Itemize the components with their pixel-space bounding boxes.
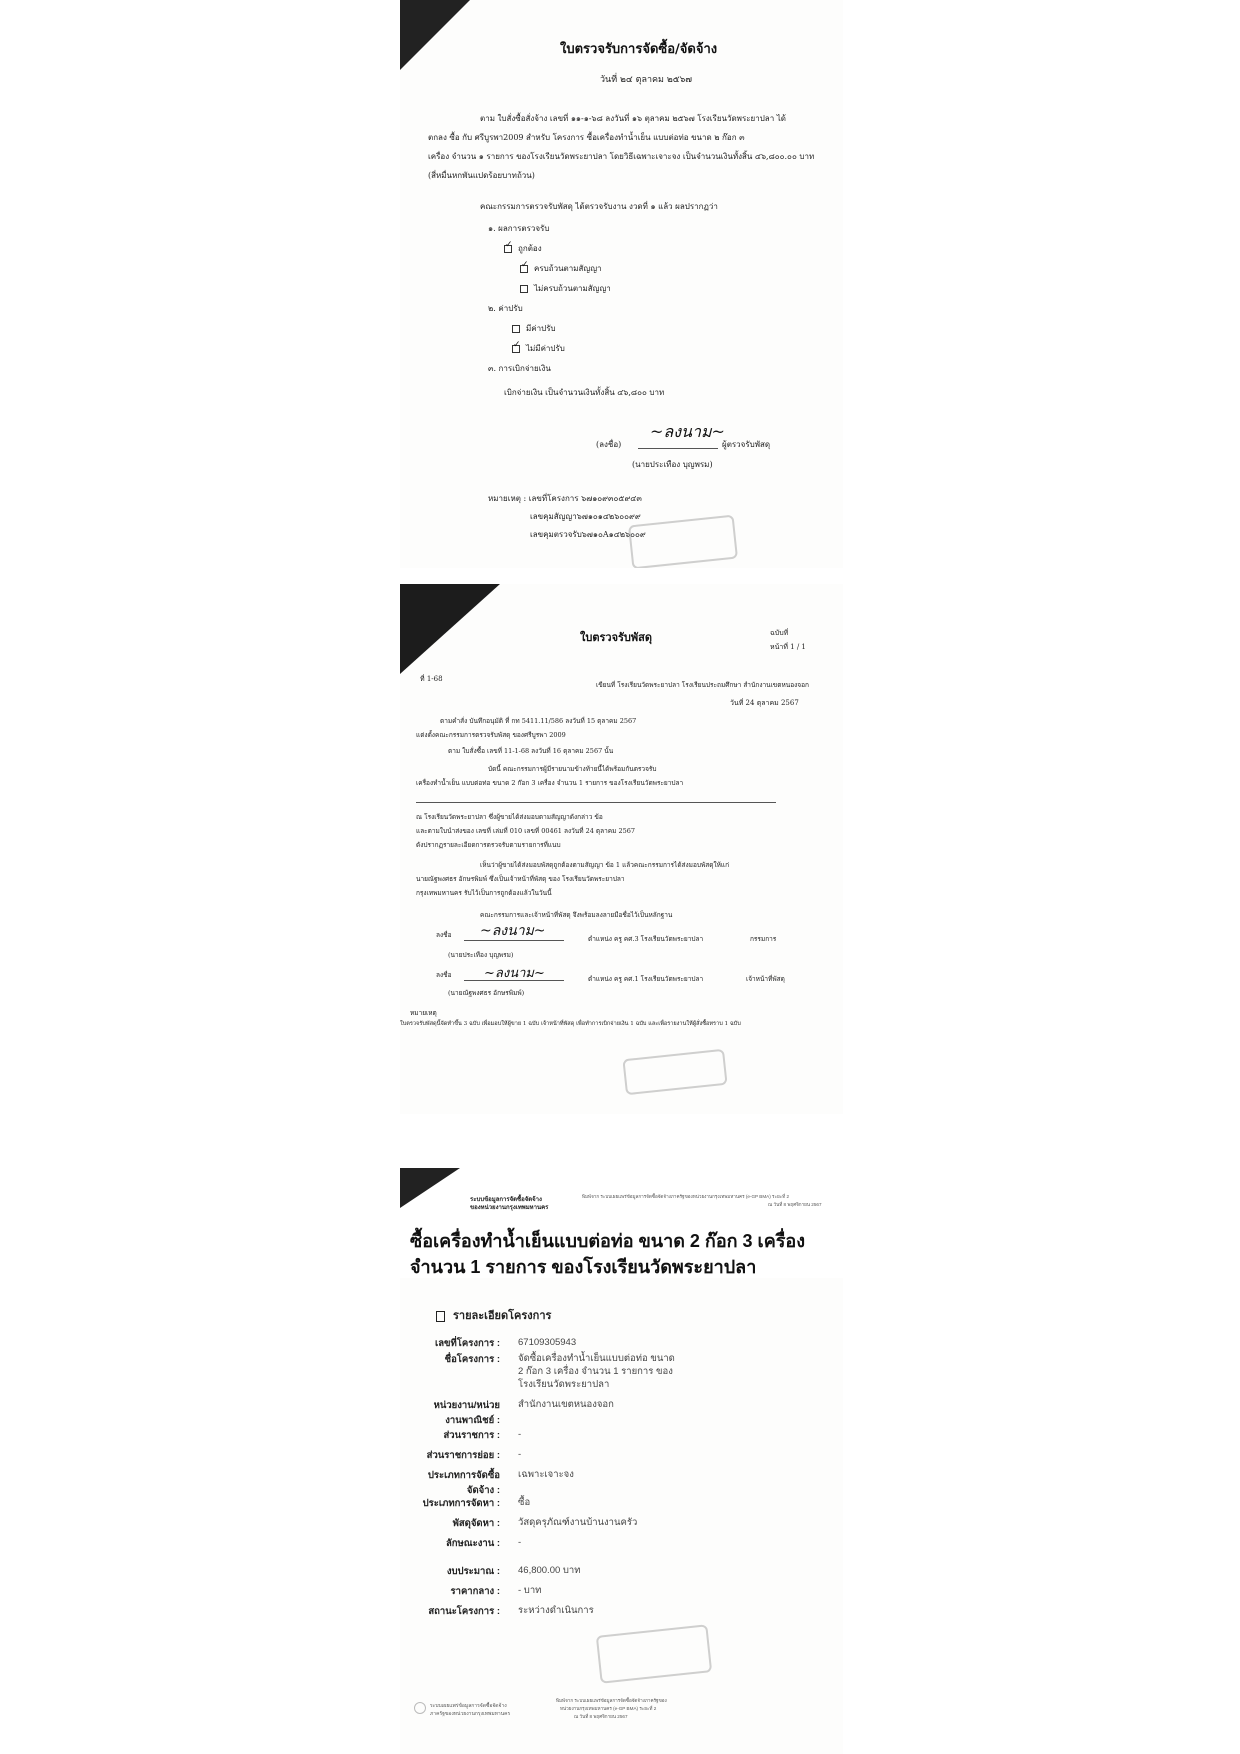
inspection-form-page-2 xyxy=(400,584,843,1114)
sign-name: (นายณัฐพงศธร อักษรพิมพ์) xyxy=(448,989,525,997)
detail-value: - xyxy=(518,1537,522,1548)
org-name-line: ของหน่วยงานกรุงเทพมหานคร xyxy=(470,1205,549,1211)
org-name-line: ระบบข้อมูลการจัดซื้อจัดจ้าง xyxy=(470,1197,542,1203)
detail-value: - xyxy=(518,1429,522,1440)
print-date: ณ วันที่ 8 พฤศจิกายน 2567 xyxy=(768,1202,822,1207)
detail-label: ประเภทการจัดซื้อจัดจ้าง : xyxy=(427,1470,500,1496)
received-stamp xyxy=(628,515,738,568)
project-title-line: จำนวน 1 รายการ ของโรงเรียนวัดพระยาปลา xyxy=(410,1257,757,1277)
body-line: ตาม ใบสั่งซื้อ เลขที่ 11-1-68 ลงวันที่ 16 ตุลาคม 2567 นั้น xyxy=(448,747,614,755)
footer-print: พิมพ์จาก ระบบเผยแพร่ข้อมูลการจัดซื้อจัดจ้างภาครัฐของ xyxy=(556,1698,667,1703)
section-heading: รายละเอียดโครงการ xyxy=(436,1306,551,1324)
handwritten-signature: ~ลงนาม~ xyxy=(484,966,545,981)
sign-role: กรรมการ xyxy=(750,935,777,943)
detail-value: เฉพาะเจาะจง xyxy=(518,1469,574,1480)
page-number: หน้าที่ 1 / 1 xyxy=(770,643,806,651)
footer-org: ระบบเผยแพร่ข้อมูลการจัดซื้อจัดจ้าง xyxy=(430,1703,507,1709)
body-line: ตกลง ซื้อ กับ ศรีบูรพา2009 สำหรับ โครงการ ซื้อเครื่องทำน้ำเย็น แบบต่อท่อ ขนาด ๒ ก๊อก ๓ xyxy=(428,133,745,142)
body-line: เห็นว่าผู้ขายได้ส่งมอบพัสดุถูกต้องตามสัญญา ข้อ 1 แล้วคณะกรรมการได้ส่งมอบพัสดุให้แก่ xyxy=(480,861,730,869)
footer-org: ภาครัฐของหน่วยงานกรุงเทพมหานคร xyxy=(430,1711,511,1717)
body-line: นายณัฐพงศธร อักษรพิมพ์ ซึ่งเป็นเจ้าหน้าที่พัสดุ ของ โรงเรียนวัดพระยาปลา xyxy=(416,875,625,883)
document-date: วันที่ ๒๔ ตุลาคม ๒๕๖๗ xyxy=(600,75,693,85)
sign-label: ลงชื่อ xyxy=(436,971,452,979)
checkbox-correct: ✓ถูกต้อง xyxy=(504,242,542,255)
body-line: ตามคำสั่ง บันทึกอนุมัติ ที่ กท 5411.11/586 ลงวันที่ 15 ตุลาคม 2567 xyxy=(440,717,637,725)
detail-label: ส่วนราชการ : xyxy=(443,1430,500,1441)
note-line: เลขคุมตรวจรับ๖๗๑๐A๑๔๒๖๐๐๙ xyxy=(530,530,646,539)
detail-label: งบประมาณ : xyxy=(446,1566,500,1577)
payment-text: เบิกจ่ายเงิน เป็นจำนวนเงินทั้งสิ้น ๔๖,๘๐๐ บาท xyxy=(504,388,665,397)
detail-value: - บาท xyxy=(518,1585,542,1596)
detail-value: 46,800.00 บาท xyxy=(518,1565,581,1576)
note-line: หมายเหตุ : เลขที่โครงการ ๖๗๑๐๙๓๐๕๙๔๓ xyxy=(488,494,642,503)
detail-value: สำนักงานเขตหนองจอก xyxy=(518,1399,614,1410)
body-line: ณ โรงเรียนวัดพระยาปลา ซึ่งผู้ขายได้ส่งมอบตามสัญญาดังกล่าว ข้อ xyxy=(416,813,603,821)
page-title: ใบตรวจรับการจัดซื้อ/จัดจ้าง xyxy=(560,42,718,57)
note-line: เลขคุมสัญญา๖๗๑๐๑๔๒๖๐๐๙๙ xyxy=(530,512,641,521)
body-line: ดังปรากฏรายละเอียดการตรวจรับตามรายการที่แนบ xyxy=(416,841,561,849)
project-title-line: ซื้อเครื่องทำน้ำเย็นแบบต่อท่อ ขนาด 2 ก๊อก 3 เครื่อง xyxy=(410,1231,806,1251)
body-line: ตาม ใบสั่งซื้อสั่งจ้าง เลขที่ ๑๑-๑-๖๘ ลงวันที่ ๑๖ ตุลาคม ๒๕๖๗ โรงเรียนวัดพระยาปลา ได้ xyxy=(480,114,786,123)
section-heading: ๑. ผลการตรวจรับ xyxy=(488,224,550,233)
detail-label: ชื่อโครงการ : xyxy=(444,1354,500,1365)
body-line: คณะกรรมการและเจ้าหน้าที่พัสดุ จึงพร้อมลงลายมือชื่อไว้เป็นหลักฐาน xyxy=(480,911,673,919)
received-stamp xyxy=(622,1049,727,1095)
sign-name: (นายประเทือง บุญพรม) xyxy=(448,951,514,959)
document-date: วันที่ 24 ตุลาคม 2567 xyxy=(730,699,799,707)
detail-value: จัดซื้อเครื่องทำน้ำเย็นแบบต่อท่อ ขนาด 2 ก๊อก 3 เครื่อง จำนวน 1 รายการ ของ โรงเรียนวัดพระยาปลา xyxy=(518,1353,675,1390)
footer-print: หน่วยงานกรุงเทพมหานคร (e-GP BMA) ระยะที่ 2 xyxy=(560,1706,657,1711)
detail-label: พัสดุจัดหา : xyxy=(452,1518,500,1529)
written-at: เขียนที่ โรงเรียนวัดพระยาปลา โรงเรียนประถมศึกษา สำนักงานเขตหนองจอก xyxy=(596,681,809,689)
handwritten-signature: ~ลงนาม~ xyxy=(480,923,546,939)
body-line: กรุงเทพมหานคร รับไว้เป็นการถูกต้องแล้วในวันนี้ xyxy=(416,889,552,897)
sign-role: เจ้าหน้าที่พัสดุ xyxy=(746,975,785,983)
sign-position: ตำแหน่ง ครู คศ.3 โรงเรียนวัดพระยาปลา xyxy=(588,935,704,943)
body-line: (สี่หมื่นหกพันแปดร้อยบาทถ้วน) xyxy=(428,171,535,180)
detail-value: ระหว่างดำเนินการ xyxy=(518,1605,594,1616)
detail-label: เลขที่โครงการ : xyxy=(434,1338,500,1349)
detail-label: ลักษณะงาน : xyxy=(445,1538,500,1549)
body-line: แต่งตั้งคณะกรรมการตรวจรับพัสดุ ของศรีบูรพา 2009 xyxy=(416,731,566,739)
bma-logo-icon xyxy=(414,1702,426,1714)
detail-value: ซื้อ xyxy=(518,1497,531,1508)
scan-shadow-corner xyxy=(400,584,500,674)
section-heading: ๒. ค่าปรับ xyxy=(488,304,523,313)
detail-value: วัสดุครุภัณฑ์งานบ้านงานครัว xyxy=(518,1517,638,1528)
footer-print: ณ วันที่ 8 พฤศจิกายน 2567 xyxy=(574,1714,628,1719)
checkbox-incomplete: ไม่ครบถ้วนตามสัญญา xyxy=(520,282,611,295)
detail-value: 67109305943 xyxy=(518,1337,577,1348)
body-line: และตามใบนำส่งของ เลขที่ เล่มที่ 010 เลขที่ 00461 ลงวันที่ 24 ตุลาคม 2567 xyxy=(416,827,636,835)
scan-shadow-corner xyxy=(400,0,470,70)
body-line: เครื่อง จำนวน ๑ รายการ ของโรงเรียนวัดพระยาปลา โดยวิธีเฉพาะเจาะจง เป็นจำนวนเงินทั้งสิ้น ๔๖,๘๐๐.๐๐ บาท xyxy=(428,152,815,161)
inspection-form-page-1 xyxy=(400,0,843,568)
received-stamp xyxy=(596,1624,712,1683)
section-heading: ๓. การเบิกจ่ายเงิน xyxy=(488,364,551,373)
copy-number: ฉบับที่ xyxy=(770,629,789,637)
printout-header xyxy=(400,1168,843,1278)
detail-label: ราคากลาง : xyxy=(450,1586,500,1597)
check-icon xyxy=(504,245,512,253)
document-icon xyxy=(436,1311,445,1322)
doc-number: ที่ 1-68 xyxy=(420,675,443,683)
sign-label: (ลงชื่อ) xyxy=(596,440,622,449)
sign-name: (นายประเทือง บุญพรม) xyxy=(632,460,713,469)
egp-project-printout xyxy=(400,1168,843,1754)
detail-label: สถานะโครงการ : xyxy=(428,1606,500,1617)
detail-value: - xyxy=(518,1449,522,1460)
checkbox-no-fine: ✓ไม่มีค่าปรับ xyxy=(512,342,565,355)
page-title: ใบตรวจรับพัสดุ xyxy=(580,631,653,644)
detail-label: ประเภทการจัดหา : xyxy=(422,1498,500,1509)
empty-box-icon xyxy=(512,325,520,333)
checkbox-has-fine: มีค่าปรับ xyxy=(512,322,556,335)
empty-box-icon xyxy=(520,285,528,293)
print-source: พิมพ์จาก ระบบเผยแพร่ข้อมูลการจัดซื้อจัดจ้างภาครัฐของหน่วยงานกรุงเทพมหานคร (e-GP BMA) ระยะที่ 2 xyxy=(582,1194,789,1199)
note-text: ใบตรวจรับพัสดุนี้จัดทำขึ้น 3 ฉบับ เพื่อมอบให้ผู้ขาย 1 ฉบับ เจ้าหน้าที่พัสดุ เพื่อทำการเบิกจ่ายเงิน 1 ฉบับ และเพื่อรายงานให้ผู้สั่งซื้อทราบ 1 ฉบับ xyxy=(400,1021,741,1027)
note-heading: หมายเหตุ xyxy=(410,1009,437,1017)
sign-role: ผู้ตรวจรับพัสดุ xyxy=(722,440,771,449)
check-icon xyxy=(520,265,528,273)
detail-label: ส่วนราชการย่อย : xyxy=(426,1450,500,1461)
checkbox-complete: ✓ครบถ้วนตามสัญญา xyxy=(520,262,602,275)
body-line: บัดนี้ คณะกรรมการผู้มีรายนามข้างท้ายนี้ได้พร้อมกันตรวจรับ xyxy=(488,765,657,773)
sign-position: ตำแหน่ง ครู คศ.1 โรงเรียนวัดพระยาปลา xyxy=(588,975,704,983)
scan-shadow-corner xyxy=(400,1168,460,1208)
committee-text: คณะกรรมการตรวจรับพัสดุ ได้ตรวจรับงาน งวดที่ ๑ แล้ว ผลปรากฏว่า xyxy=(480,202,718,211)
body-line: เครื่องทำน้ำเย็น แบบต่อท่อ ขนาด 2 ก๊อก 3 เครื่อง จำนวน 1 รายการ ของโรงเรียนวัดพระยาปลา xyxy=(416,779,684,787)
check-icon xyxy=(512,345,520,353)
sign-label: ลงชื่อ xyxy=(436,931,452,939)
handwritten-signature: ~ลงนาม~ xyxy=(650,422,725,441)
detail-label: หน่วยงาน/หน่วยงานพาณิชย์ : xyxy=(433,1400,500,1426)
